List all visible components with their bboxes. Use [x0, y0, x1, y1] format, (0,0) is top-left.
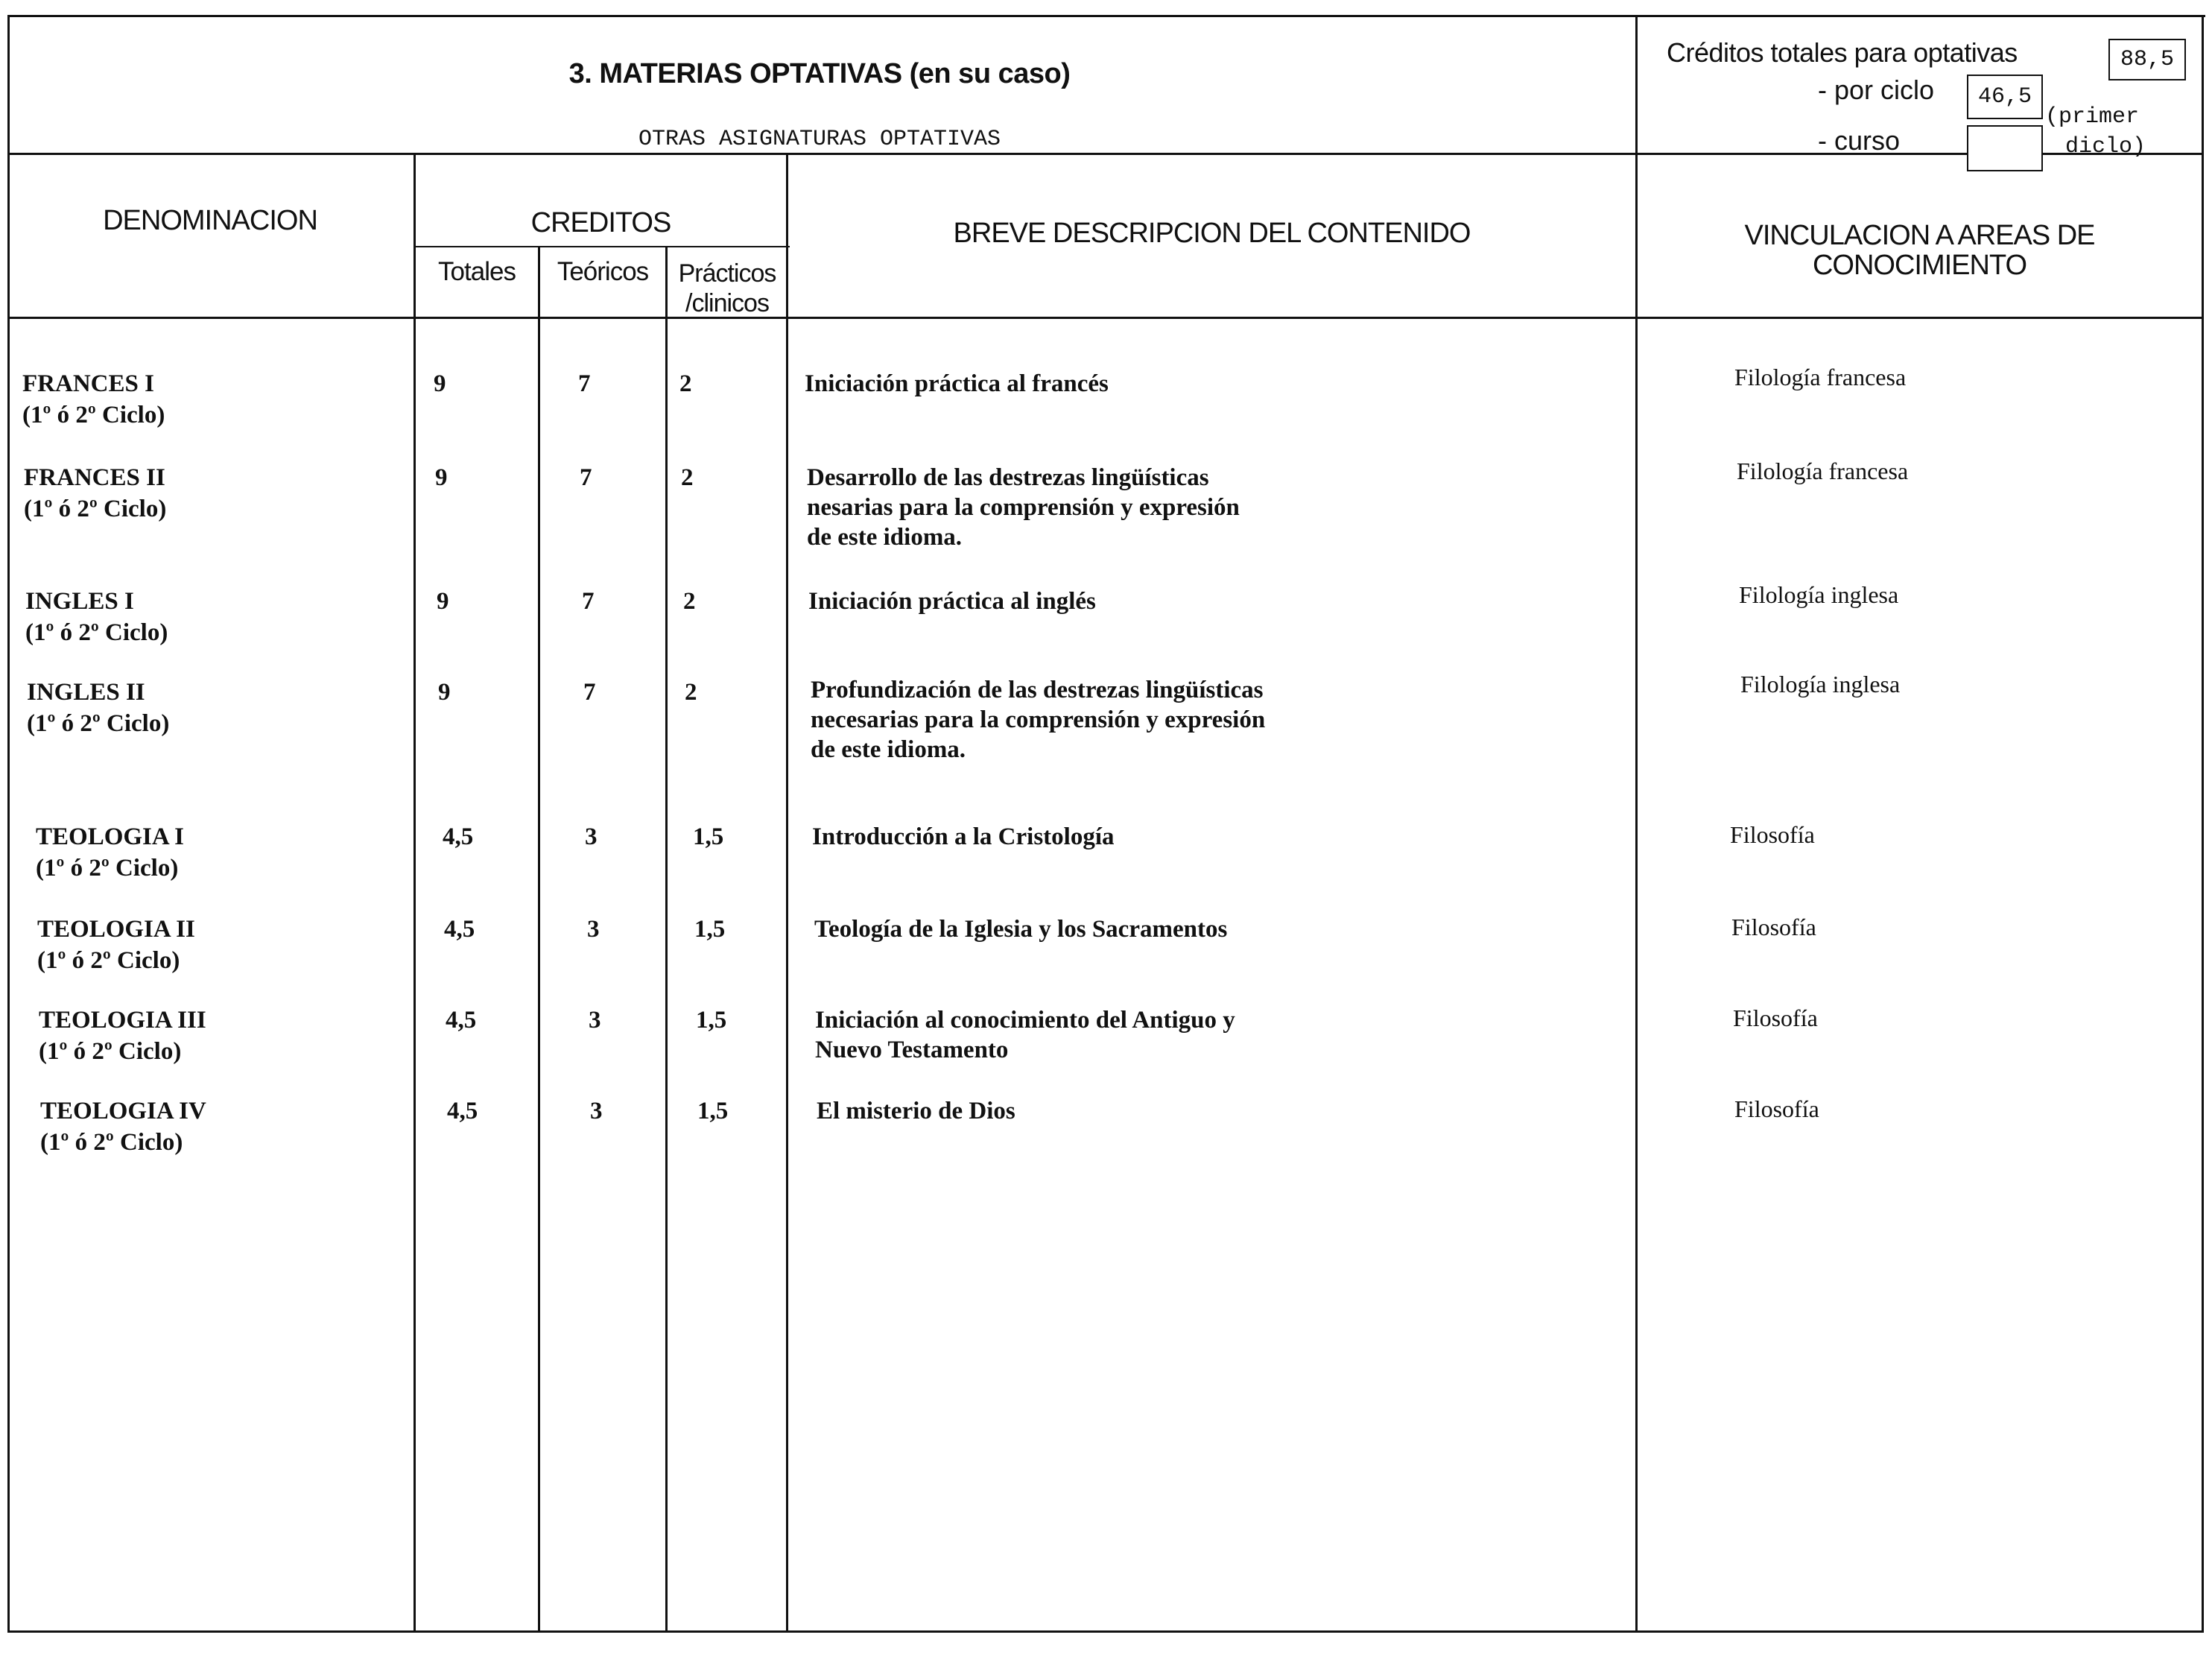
row-name: FRANCES II [24, 464, 165, 491]
row-desc: Iniciación práctica al inglés [808, 588, 1096, 615]
row-practicos: 2 [679, 370, 692, 397]
row-teoricos: 7 [582, 588, 595, 615]
row-desc: necesarias para la comprensión y expresión [811, 706, 1266, 733]
credits-total-value: 88,5 [2108, 39, 2186, 80]
row-desc: Nuevo Testamento [815, 1037, 1009, 1063]
row-teoricos: 3 [585, 823, 598, 850]
row-cycle: (1º ó 2º Ciclo) [40, 1129, 183, 1156]
row-cycle: (1º ó 2º Ciclo) [39, 1038, 182, 1065]
row-cycle: (1º ó 2º Ciclo) [27, 710, 170, 737]
row-practicos: 1,5 [693, 823, 724, 850]
row-practicos: 2 [683, 588, 696, 615]
row-totales: 9 [434, 370, 446, 397]
row-teoricos: 3 [589, 1007, 601, 1034]
page-title: 3. MATERIAS OPTATIVAS (en su caso) [568, 58, 1071, 89]
row-totales: 4,5 [446, 1007, 477, 1034]
row-totales: 9 [437, 588, 449, 615]
row-desc: Iniciación al conocimiento del Antiguo y [815, 1007, 1235, 1034]
row-name: INGLES I [25, 588, 134, 615]
row-practicos: 2 [681, 464, 694, 491]
col-line-2 [538, 246, 540, 1632]
course-value-box [1967, 125, 2043, 171]
row-practicos: 1,5 [696, 1007, 727, 1034]
row-name: TEOLOGIA II [37, 916, 195, 943]
row-name: TEOLOGIA III [39, 1007, 206, 1034]
col-vinculacion-1: VINCULACION A AREAS DE [1744, 220, 2095, 251]
row-desc: de este idioma. [811, 736, 966, 763]
row-cycle: (1º ó 2º Ciclo) [36, 855, 179, 882]
colheader-divider [7, 317, 2204, 319]
per-cycle-value: 46,5 [1967, 75, 2043, 119]
col-totales: Totales [438, 257, 516, 286]
row-totales: 4,5 [444, 916, 475, 943]
row-area: Filología inglesa [1739, 581, 1899, 608]
col-creditos: CREDITOS [530, 207, 671, 238]
per-cycle-note-1: (primer [2045, 104, 2140, 130]
row-area: Filosofía [1731, 914, 1816, 940]
row-cycle: (1º ó 2º Ciclo) [22, 402, 165, 428]
row-area: Filosofía [1730, 821, 1815, 848]
row-desc: de este idioma. [807, 524, 963, 551]
row-cycle: (1º ó 2º Ciclo) [24, 496, 167, 522]
row-desc: Profundización de las destrezas lingüísticas [811, 677, 1264, 703]
row-area: Filología francesa [1737, 458, 1909, 484]
page-subtitle: OTRAS ASIGNATURAS OPTATIVAS [638, 127, 1001, 152]
row-desc: Teología de la Iglesia y los Sacramentos [814, 916, 1228, 943]
row-area: Filología francesa [1734, 364, 1907, 390]
col-teoricos: Teóricos [557, 257, 649, 286]
col-line-1 [413, 154, 416, 1632]
row-desc: Iniciación práctica al francés [805, 370, 1109, 397]
row-totales: 9 [438, 679, 451, 706]
row-area: Filosofía [1733, 1005, 1818, 1031]
per-cycle-label: - por ciclo [1818, 75, 1935, 105]
frame-left [7, 15, 10, 1632]
row-desc: Desarrollo de las destrezas lingüísticas [807, 464, 1209, 491]
row-teoricos: 3 [590, 1098, 603, 1124]
row-desc: El misterio de Dios [817, 1098, 1015, 1124]
row-teoricos: 7 [580, 464, 592, 491]
frame-bottom [7, 1630, 2204, 1633]
row-area: Filología inglesa [1740, 671, 1901, 697]
col-line-3 [665, 246, 668, 1632]
col-line-4 [786, 154, 788, 1632]
row-desc: nesarias para la comprensión y expresión [807, 494, 1240, 521]
row-name: TEOLOGIA IV [40, 1098, 206, 1124]
row-name: INGLES II [27, 679, 145, 706]
course-label: - curso [1818, 125, 1901, 156]
row-name: FRANCES I [22, 370, 154, 397]
col-vinculacion-2: CONOCIMIENTO [1812, 250, 2027, 281]
row-area: Filosofía [1734, 1095, 1819, 1122]
creditos-divider [413, 246, 790, 247]
row-teoricos: 3 [587, 916, 600, 943]
row-cycle: (1º ó 2º Ciclo) [25, 619, 168, 646]
row-totales: 9 [435, 464, 448, 491]
row-totales: 4,5 [443, 823, 474, 850]
row-teoricos: 7 [578, 370, 591, 397]
row-teoricos: 7 [583, 679, 596, 706]
credits-total-label: Créditos totales para optativas [1667, 37, 2018, 68]
col-descripcion: BREVE DESCRIPCION DEL CONTENIDO [953, 218, 1471, 249]
row-name: TEOLOGIA I [36, 823, 184, 850]
row-practicos: 2 [685, 679, 697, 706]
row-practicos: 1,5 [697, 1098, 729, 1124]
col-denominacion: DENOMINACION [103, 205, 317, 236]
row-cycle: (1º ó 2º Ciclo) [37, 947, 180, 974]
frame-right [2202, 15, 2204, 1632]
row-desc: Introducción a la Cristología [812, 823, 1115, 850]
per-cycle-note-2: diclo) [2065, 134, 2146, 159]
col-practicos-1: Prácticos [678, 259, 776, 288]
row-practicos: 1,5 [694, 916, 726, 943]
col-practicos-2: /clinicos [685, 289, 769, 317]
row-totales: 4,5 [447, 1098, 478, 1124]
frame-top [7, 15, 2205, 17]
